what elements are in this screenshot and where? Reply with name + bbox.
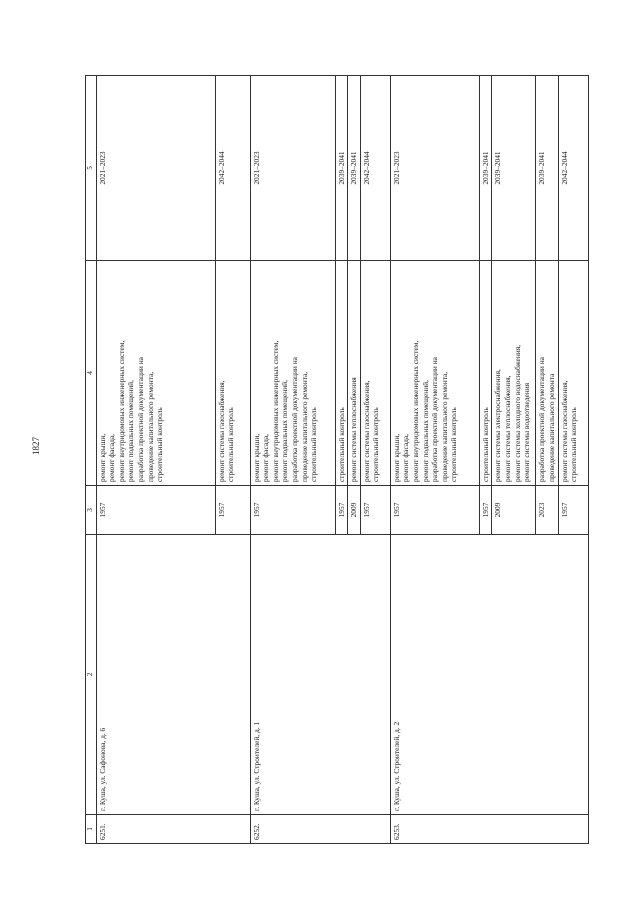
- work-cell: ремонт системы газоснабжения, строительный контроль: [558, 261, 588, 486]
- year-cell: 1957: [250, 486, 335, 535]
- work-cell: ремонт крыши, ремонт фасада, ремонт внутридомовых инженерных систем, ремонт подвальных помещений, разработка проектной документации на проведение капитального ремонта, строительный контроль: [390, 261, 479, 486]
- header-row: [86, 76, 97, 844]
- period-cell: 2039–2041: [335, 76, 348, 261]
- year-cell: 2009: [348, 486, 361, 535]
- period-cell: 2039–2041: [479, 76, 492, 261]
- table-body: [96, 76, 588, 844]
- year-cell: 1957: [335, 486, 348, 535]
- work-cell: разработка проектной документации на проведение капитального ремонта: [536, 261, 558, 486]
- page-number: 1827: [31, 437, 41, 455]
- row-number: 6253.: [390, 815, 588, 844]
- table-row: [390, 76, 479, 844]
- header-col-2: 2: [86, 535, 97, 815]
- period-cell: 2039–2041: [492, 76, 536, 261]
- year-cell: 2023: [536, 486, 558, 535]
- period-cell: 2039–2041: [348, 76, 361, 261]
- year-cell: 1957: [479, 486, 492, 535]
- address-cell: г. Куша, ул. Сафонова, д. 6: [96, 535, 250, 815]
- page-number-wrap: [26, 437, 46, 460]
- work-cell: ремонт крыши, ремонт фасада, ремонт внутридомовых инженерных систем, ремонт подвальных помещений, разработка проектной документации на проведение капитального ремонта, строительный контроль: [250, 261, 335, 486]
- address-cell: г. Куша, ул. Строителей, д. 1: [250, 535, 390, 815]
- period-cell: 2021–2023: [96, 76, 215, 261]
- year-cell: 1957: [390, 486, 479, 535]
- year-cell: 1957: [558, 486, 588, 535]
- row-number: 6252.: [250, 815, 390, 844]
- header-col-1: 1: [86, 815, 97, 844]
- work-cell: ремонт системы газоснабжения, строительный контроль: [215, 261, 250, 486]
- period-cell: 2042–2044: [360, 76, 390, 261]
- year-cell: 1957: [215, 486, 250, 535]
- header-col-5: 5: [86, 76, 97, 261]
- table-row: [96, 76, 215, 844]
- row-number: 6251.: [96, 815, 250, 844]
- work-cell: ремонт системы электроснабжения, ремонт системы теплоснабжения, ремонт системы холодного водоснабжения, ремонт системы водоотведения: [492, 261, 536, 486]
- work-cell: строительный контроль: [479, 261, 492, 486]
- table-row: [250, 76, 335, 844]
- period-cell: 2021–2023: [390, 76, 479, 261]
- work-cell: ремонт системы газоснабжения, строительный контроль: [360, 261, 390, 486]
- year-cell: 1957: [360, 486, 390, 535]
- repair-schedule-table: [85, 75, 589, 844]
- year-cell: 2009: [492, 486, 536, 535]
- address-cell: г. Куша, ул. Строителей, д. 2: [390, 535, 588, 815]
- work-cell: ремонт крыши, ремонт фасада, ремонт внутридомовых инженерных систем, ремонт подвальных помещений, разработка проектной документации на проведение капитального ремонта, строительный контроль: [96, 261, 215, 486]
- period-cell: 2021–2023: [250, 76, 335, 261]
- year-cell: 1957: [96, 486, 215, 535]
- period-cell: 2042–2044: [558, 76, 588, 261]
- period-cell: 2042–2044: [215, 76, 250, 261]
- rotated-table-container: [85, 77, 579, 844]
- header-col-3: 3: [86, 486, 97, 535]
- work-cell: ремонт системы теплоснабжения: [348, 261, 361, 486]
- period-cell: 2039–2041: [536, 76, 558, 261]
- work-cell: строительный контроль: [335, 261, 348, 486]
- header-col-4: 4: [86, 261, 97, 486]
